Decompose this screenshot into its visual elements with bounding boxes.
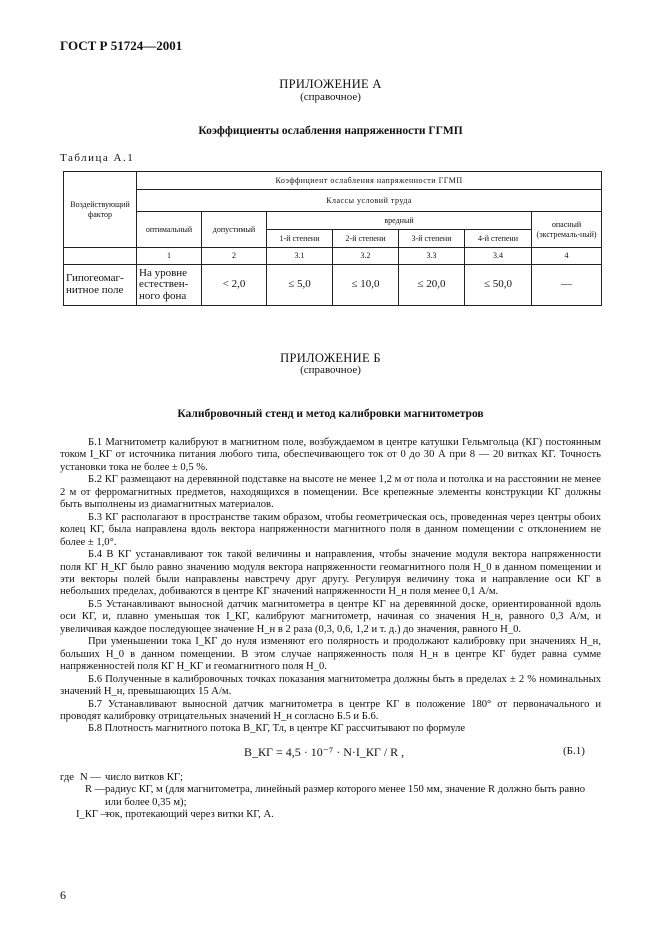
formula-legend (60, 772, 601, 822)
paragraph-b7: Б.7 Устанавливают выносной датчик магнитометра в центре КГ в положение 180° от первоначального и проводят калибровку отрицательных значений H_н согласно Б.5 и Б.6. (60, 698, 601, 722)
col-number: 3.1 (267, 248, 333, 265)
col-classes-header: Классы условий труда (137, 190, 602, 212)
legend-row (60, 809, 601, 821)
row-deg3: ≤ 20,0 (399, 265, 465, 306)
row-optimal: На уровне естествен-ного фона (137, 265, 202, 306)
paragraph-b5: Б.5 Устанавливают выносной датчик магнитометра в центре КГ на деревянной доске, ориентированной вдоль оси КГ, и, плавно уменьшая ток I_КГ, калибруют магнитометр, начиная со значения H_н, равного 0,3 А/м, и увеличивая каждое последующее значение H_н в 2 раза (0,3, 0,6, 1,2 и т. д.) до значения, равного H_0. (60, 598, 601, 635)
col-deg2-header: 2-й степени (333, 230, 399, 248)
document-code: ГОСТ Р 51724—2001 (60, 38, 183, 53)
paragraph-b2: Б.2 КГ размещают на деревянной подставке на высоте не менее 1,2 м от пола и потолка и на расстоянии не менее 2 м от ферромагнитных предметов, находящихся в помещении. Все крепежные элементы конструкции КГ должны быть выполнены из диамагнитных материалов. (60, 474, 601, 511)
appendix-b-note: (справочное) (300, 364, 361, 376)
col-number: 4 (532, 248, 602, 265)
col-deg4-header: 4-й степени (465, 230, 532, 248)
paragraph-b1: Б.1 Магнитометр калибруют в магнитном поле, возбуждаемом в центре катушки Гельмгольца (КГ) постоянным током I_КГ от источника питания любого типа, обеспечивающего ток от 0 до 30 А при 8 — 20 витках КГ. Точность установки тока не более ± 0,5 %. (60, 437, 601, 473)
paragraph-b5-continued: При уменьшении тока I_КГ до нуля изменяют его полярность и продолжают калибровку при значениях H_н, больших H_0 в данном помещении. В этом случае напряженность поля H_н в центре КГ будет равна сумме напряженностей поля КГ H_КГ и геомагнитного поля H_0. (60, 636, 601, 673)
legend-desc: ток, протекающий через витки КГ, А. (105, 809, 274, 821)
col-harmful-header: вредный (267, 212, 532, 230)
legend-row (60, 784, 601, 809)
row-deg1: ≤ 5,0 (267, 265, 333, 306)
row-deg2: ≤ 10,0 (333, 265, 399, 306)
col-optimal-header: оптимальный (137, 212, 202, 248)
appendix-a-heading: Коэффициенты ослабления напряженности ГГМП (198, 125, 463, 137)
appendix-b-title: ПРИЛОЖЕНИЕ Б (280, 351, 381, 365)
col-number: 2 (202, 248, 267, 265)
col-deg3-header: 3-й степени (399, 230, 465, 248)
formula-b1: B_КГ = 4,5 · 10⁻⁷ · N·I_КГ / R , (244, 745, 405, 759)
page-number: 6 (60, 888, 66, 902)
appendix-b-heading: Калибровочный стенд и метод калибровки магнитометров (177, 408, 484, 420)
legend-desc: радиус КГ, м (для магнитометра, линейный размер которого менее 150 мм, значение R должно быть равно или более 0,35 м); (105, 784, 586, 808)
legend-term: I_КГ — (76, 809, 112, 821)
legend-term: R — (85, 784, 106, 796)
attenuation-table (63, 171, 602, 306)
col-deg1-header: 1-й степени (267, 230, 333, 248)
legend-desc: число витков КГ; (105, 772, 183, 783)
appendix-a-title: ПРИЛОЖЕНИЕ А (279, 77, 382, 91)
row-dangerous: — (532, 265, 602, 306)
paragraph-b8: Б.8 Плотность магнитного потока B_КГ, Тл, в центре КГ рассчитывают по формуле (88, 723, 466, 735)
legend-where: где (60, 772, 74, 783)
row-deg4: ≤ 50,0 (465, 265, 532, 306)
appendix-b-body (60, 437, 601, 736)
paragraph-b4: Б.4 В КГ устанавливают ток такой величины и направления, чтобы значение модуля вектора напряженности поля КГ H_КГ было равно значению модуля вектора напряженности геомагнитного поля H_0 в данном помещении и эти векторы полей были направлены навстречу друг другу. Регулируя величину тока и направление оси КГ в небольших пределах, добиваются в центре КГ значений напряженности H_н поля менее 0,1 А/м. (60, 549, 601, 598)
col-number: 3.4 (465, 248, 532, 265)
col-allowed-header: допустимый (202, 212, 267, 248)
appendix-a-note: (справочное) (300, 91, 361, 103)
paragraph-b6: Б.6 Полученные в калибровочных точках показания магнитометра должны быть в пределах ± 2 % номинальных значений H_н, превышающих 15 А/м. (60, 673, 601, 698)
paragraph-b3: Б.3 КГ располагают в пространстве таким образом, чтобы геометрическая ось, проведенная через центры обоих колец КГ, была направлена вдоль вектора напряженности магнитного поля в данном помещении с отклонением не более ± 1,0°. (60, 511, 601, 548)
col-number: 1 (137, 248, 202, 265)
col-coef-header: Коэффициент ослабления напряженности ГГМП (137, 172, 602, 190)
col-number: 3.2 (333, 248, 399, 265)
col-factor-header: Воздействующий фактор (64, 172, 137, 248)
row-factor: Гипогеомаг-нитное поле (64, 265, 137, 306)
col-dangerous-header: опасный (экстремаль-ный) (532, 212, 602, 248)
row-allowed: < 2,0 (202, 265, 267, 306)
table-label: Таблица А.1 (60, 152, 135, 164)
legend-row (60, 772, 601, 784)
col-number: 3.3 (399, 248, 465, 265)
formula-number: (Б.1) (563, 745, 585, 757)
legend-term: N — (80, 772, 101, 783)
